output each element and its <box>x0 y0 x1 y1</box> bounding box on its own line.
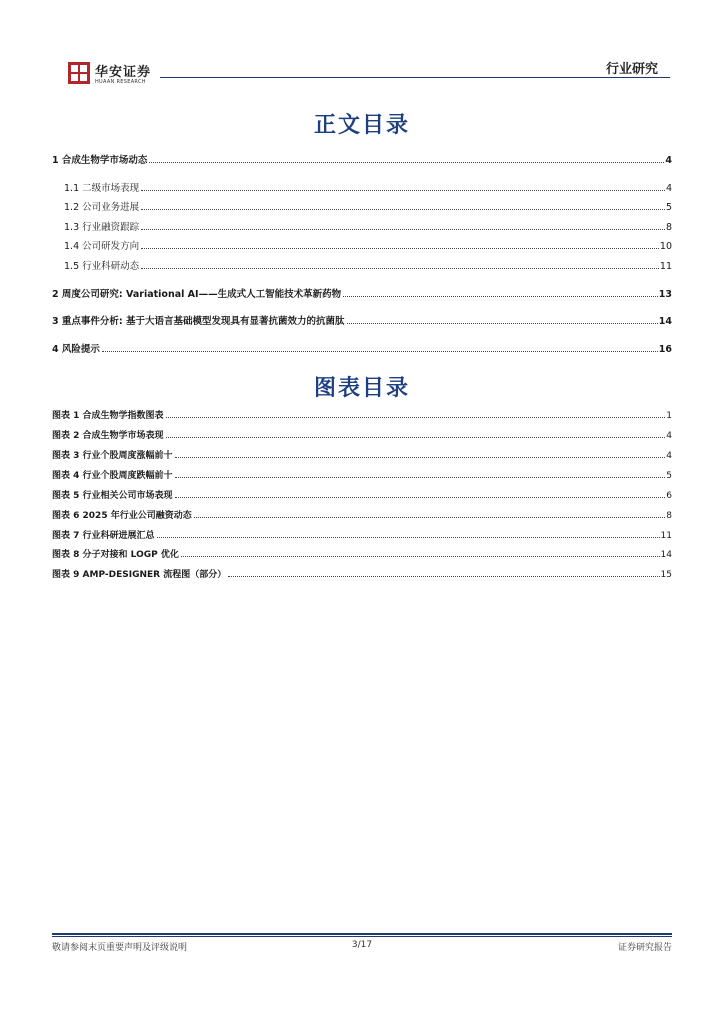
leader-dots <box>194 516 666 518</box>
figure-entry-page: 1 <box>666 411 672 421</box>
figure-entry[interactable] <box>52 487 672 501</box>
toc-entry-label: 1.5 行业科研动态 <box>64 261 140 272</box>
toc-entry-page: 16 <box>658 344 672 355</box>
toc-entry[interactable] <box>64 258 672 272</box>
footer-page-number: 3/17 <box>351 940 373 950</box>
figures-title: 图表目录 <box>313 375 410 401</box>
toc-entry-page: 11 <box>659 261 672 272</box>
toc-entry-page: 13 <box>658 289 672 300</box>
figure-entry-label: 图表 4 行业个股周度跌幅前十 <box>52 471 173 481</box>
report-section-label: 行业研究 <box>605 62 658 77</box>
toc-entry-label: 1.1 二级市场表现 <box>64 183 140 194</box>
figure-entry-page: 5 <box>666 471 672 481</box>
footer-divider-thin <box>52 936 672 937</box>
toc-entry-page: 10 <box>659 241 672 252</box>
figure-entry-label: 图表 3 行业个股周度涨幅前十 <box>52 451 173 461</box>
figure-entry[interactable] <box>52 407 672 421</box>
toc-entry-label: 3 重点事件分析: 基于大语言基础模型发现具有显著抗菌效力的抗菌肽 <box>52 316 345 327</box>
toc-entry-page: 4 <box>665 183 672 194</box>
figure-entry[interactable] <box>52 467 672 481</box>
toc-entry-label: 1.3 行业融资跟踪 <box>64 222 140 233</box>
toc-entry-page: 14 <box>658 316 672 327</box>
leader-dots <box>166 416 666 418</box>
figure-entry-page: 15 <box>660 570 672 580</box>
figure-entry-page: 4 <box>666 451 672 461</box>
leader-dots <box>228 575 659 577</box>
toc-entry-label: 4 风险提示 <box>52 344 100 355</box>
figure-entry-page: 14 <box>660 550 672 560</box>
toc-entry[interactable] <box>64 238 672 252</box>
toc-entry-label: 1 合成生物学市场动态 <box>52 155 148 166</box>
toc-entry[interactable] <box>52 286 672 300</box>
figure-entry-label: 图表 5 行业相关公司市场表现 <box>52 491 173 501</box>
toc-entry-label: 2 周度公司研究: Variational AI——生成式人工智能技术革新药物 <box>52 289 342 300</box>
leader-dots <box>343 295 658 297</box>
leader-dots <box>141 208 665 210</box>
header-divider <box>160 77 670 78</box>
leader-dots <box>181 555 660 557</box>
figure-entry[interactable] <box>52 546 672 560</box>
toc-entry[interactable] <box>52 341 672 355</box>
brand-subtitle: HUAAN RESEARCH <box>95 79 146 85</box>
figure-entry-label: 图表 6 2025 年行业公司融资动态 <box>52 511 192 521</box>
leader-dots <box>157 536 660 538</box>
figure-entry-label: 图表 7 行业科研进展汇总 <box>52 531 155 541</box>
leader-dots <box>141 267 659 269</box>
toc-entry-page: 4 <box>665 155 672 166</box>
figure-entry-label: 图表 1 合成生物学指数图表 <box>52 411 164 421</box>
leader-dots <box>149 161 664 163</box>
leader-dots <box>102 350 658 352</box>
page-header <box>0 0 724 90</box>
figure-entry-page: 8 <box>666 511 672 521</box>
figure-entry[interactable] <box>52 566 672 580</box>
toc-entry-page: 5 <box>665 202 672 213</box>
toc-entry[interactable] <box>64 180 672 194</box>
leader-dots <box>141 247 659 249</box>
figure-entry[interactable] <box>52 447 672 461</box>
leader-dots <box>175 496 666 498</box>
leader-dots <box>141 189 665 191</box>
figure-entry[interactable] <box>52 527 672 541</box>
leader-dots <box>175 476 666 478</box>
figure-entry-label: 图表 8 分子对接和 LOGP 优化 <box>52 550 179 560</box>
figure-entry-page: 4 <box>666 431 672 441</box>
huaan-logo-icon <box>68 62 90 84</box>
figure-entry[interactable] <box>52 507 672 521</box>
figure-entry-label: 图表 9 AMP-DESIGNER 流程图（部分） <box>52 570 227 580</box>
figure-entry-page: 11 <box>660 531 672 541</box>
brand-name: 华安证券 <box>95 65 152 80</box>
figure-entry-label: 图表 2 合成生物学市场表现 <box>52 431 164 441</box>
leader-dots <box>141 228 665 230</box>
footer-disclaimer: 敬请参阅末页重要声明及评级说明 <box>52 943 188 953</box>
toc-entry-label: 1.4 公司研发方向 <box>64 241 140 252</box>
leader-dots <box>347 322 658 324</box>
figure-entry-page: 6 <box>666 491 672 501</box>
toc-entry[interactable] <box>52 152 672 166</box>
figure-entry[interactable] <box>52 427 672 441</box>
toc-entry-label: 1.2 公司业务进展 <box>64 202 140 213</box>
leader-dots <box>175 456 666 458</box>
toc-entry-page: 8 <box>665 222 672 233</box>
toc-entry[interactable] <box>52 313 672 327</box>
toc-entry[interactable] <box>64 219 672 233</box>
leader-dots <box>166 436 666 438</box>
footer-divider <box>52 933 672 935</box>
footer-report-type: 证券研究报告 <box>617 943 672 953</box>
toc-entry[interactable] <box>64 199 672 213</box>
toc-title: 正文目录 <box>313 112 410 138</box>
